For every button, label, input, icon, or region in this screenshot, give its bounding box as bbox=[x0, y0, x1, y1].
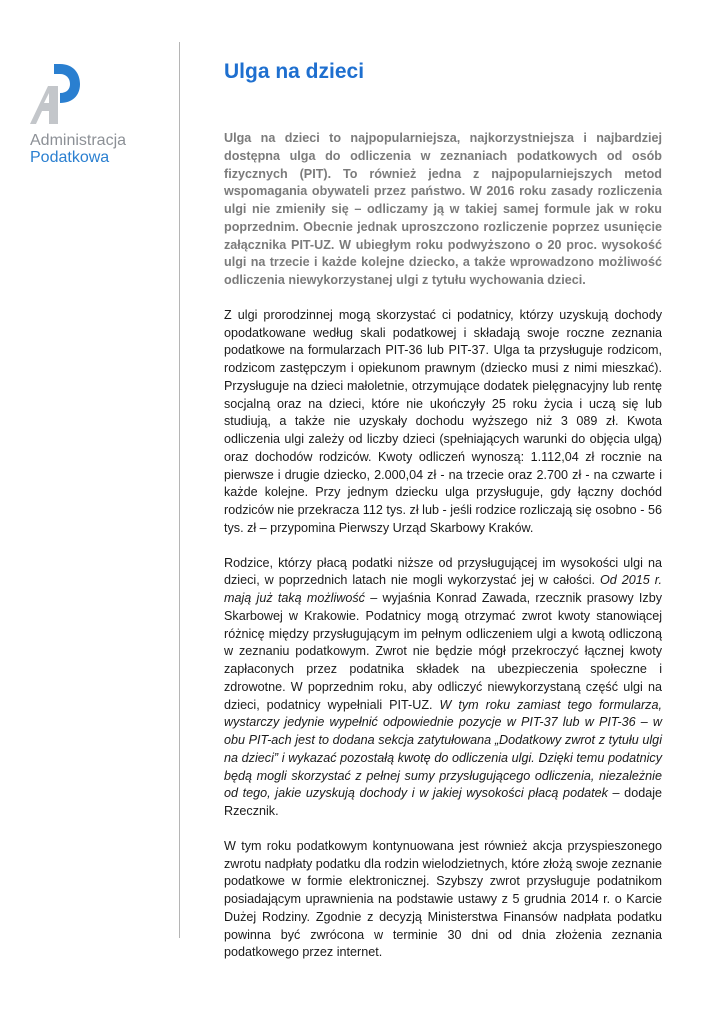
brand-name bbox=[30, 132, 126, 166]
paragraph-2-text-3: – dodaje Rzecznik. bbox=[224, 786, 663, 818]
page-title: Ulga na dzieci bbox=[224, 60, 365, 83]
paragraph-2-italic-2: W tym roku zamiast tego formularza, wystarczy jedynie wypełnić odpowiednie pozycje w PIT-37 lub w PIT-36 – w obu PIT-ach jest to dodana sekcja zatytułowana „Dodatkowy zwrot z tytułu ulgi na dzieci” i wykazać pozostałą kwotę do odliczenia ulgi. Dzięki temu podatnicy będą mogli skorzystać z pełnej sumy przysługującego odliczenia, niezależnie od tego, jakie uzyskują dochody i w jakiej wysokości płacą podatek bbox=[224, 697, 662, 801]
paragraph-2-italic-1: Od 2015 r. mają już taką możliwość bbox=[224, 573, 662, 605]
brand-line-1: Administracja bbox=[30, 132, 127, 149]
article-body bbox=[224, 130, 662, 979]
lead-paragraph: Ulga na dzieci to najpopularniejsza, najkorzystniejsza i najbardziej dostępna ulga do odliczenia w zeznaniach podatkowych od osób fizycznych (PIT). To również jedna z najpopularniejszych metod wspomagania obywateli przez państwo. W 2016 roku zasady rozliczenia ulgi nie zmieniły się – odliczamy ją w takiej samej formule jak w roku poprzednim. Obecnie jednak uproszczono rozliczenie poprzez usunięcie załącznika PIT-UZ. W ubiegłym roku podwyższono o 20 proc. wysokość ulgi na trzecie i każde kolejne dziecko, a także wprowadzono możliwość odliczenia niewykorzystanej ulgi z tytułu wychowania dzieci. bbox=[224, 131, 662, 287]
administracja-podatkowa-logo bbox=[30, 62, 82, 126]
paragraph-2-text-1: Rodzice, którzy płacą podatki niższe od przysługującej im wysokości ulgi na dzieci, w poprzednich latach nie mogli wykorzystać jej w całości. bbox=[224, 555, 662, 588]
paragraph-3: W tym roku podatkowym kontynuowana jest również akcja przyspieszonego zwrotu nadpłaty podatku dla rodzin wielodzietnych, które złożą swoje zeznanie podatkowe w formie elektronicznej. Szybszy zwrot przysługuje podatnikom posiadającym uprawnienia na podstawie ustawy z 5 grudnia 2014 r. o Karcie Dużej Rodziny. Zgodnie z decyzją Ministerstwa Finansów nadpłata podatku powinna być zwrócona w terminie 30 dni od dnia złożenia zeznania podatkowego przez internet. bbox=[224, 838, 662, 960]
vertical-divider bbox=[179, 42, 180, 938]
paragraph-2 bbox=[224, 555, 662, 821]
brand-line-2: Podatkowa bbox=[30, 149, 110, 166]
paragraph-1: Z ulgi prorodzinnej mogą skorzystać ci podatnicy, którzy uzyskują dochody opodatkowane według skali podatkowej i składają swoje roczne zeznania podatkowe na formularzach PIT-36 lub PIT-37. Ulga ta przysługuje rodzicom, rodzicom zastępczym i opiekunom prawnym (dziecko musi z nimi mieszkać). Przysługuje na dzieci małoletnie, otrzymujące dodatek pielęgnacyjny lub rentę socjalną oraz na dzieci, które nie ukończyły 25 roku życia i uczą się lub studiują, a także nie uzyskały dochodu wyższego niż 3 089 zł. Kwota odliczenia ulgi zależy od liczby dzieci (spełniających warunki do objęcia ulgą) oraz dochodów rodziców. Kwoty odliczeń wynoszą: 1.112,04 zł rocznie na pierwsze i drugie dziecko, 2.000,04 zł - na trzecie oraz 2.700 zł - na czwarte i każde kolejne. Przy jednym dziecku ulga przysługuje, gdy łączny dochód rodziców nie przekracza 112 tys. zł lub - jeśli rodzice rozliczają się osobno - 56 tys. zł – przypomina Pierwszy Urząd Skarbowy Kraków. bbox=[224, 307, 662, 535]
paragraph-2-text-2: – wyjaśnia Konrad Zawada, rzecznik prasowy Izby Skarbowej w Krakowie. Podatnicy mogą otrzymać zwrot kwoty stanowiącej różnicę między przysługującym im pełnym odliczeniem ulgi a kwotą odliczoną w zeznaniu podatkowym. Zwrot nie będzie mógł przekroczyć łącznej kwoty zapłaconych przez podatnika składek na ubezpieczenia społeczne i zdrowotne. W poprzednim roku, aby odliczyć niewykorzystaną część ulgi na dzieci, podatnicy wypełniali PIT-UZ. bbox=[224, 591, 662, 712]
